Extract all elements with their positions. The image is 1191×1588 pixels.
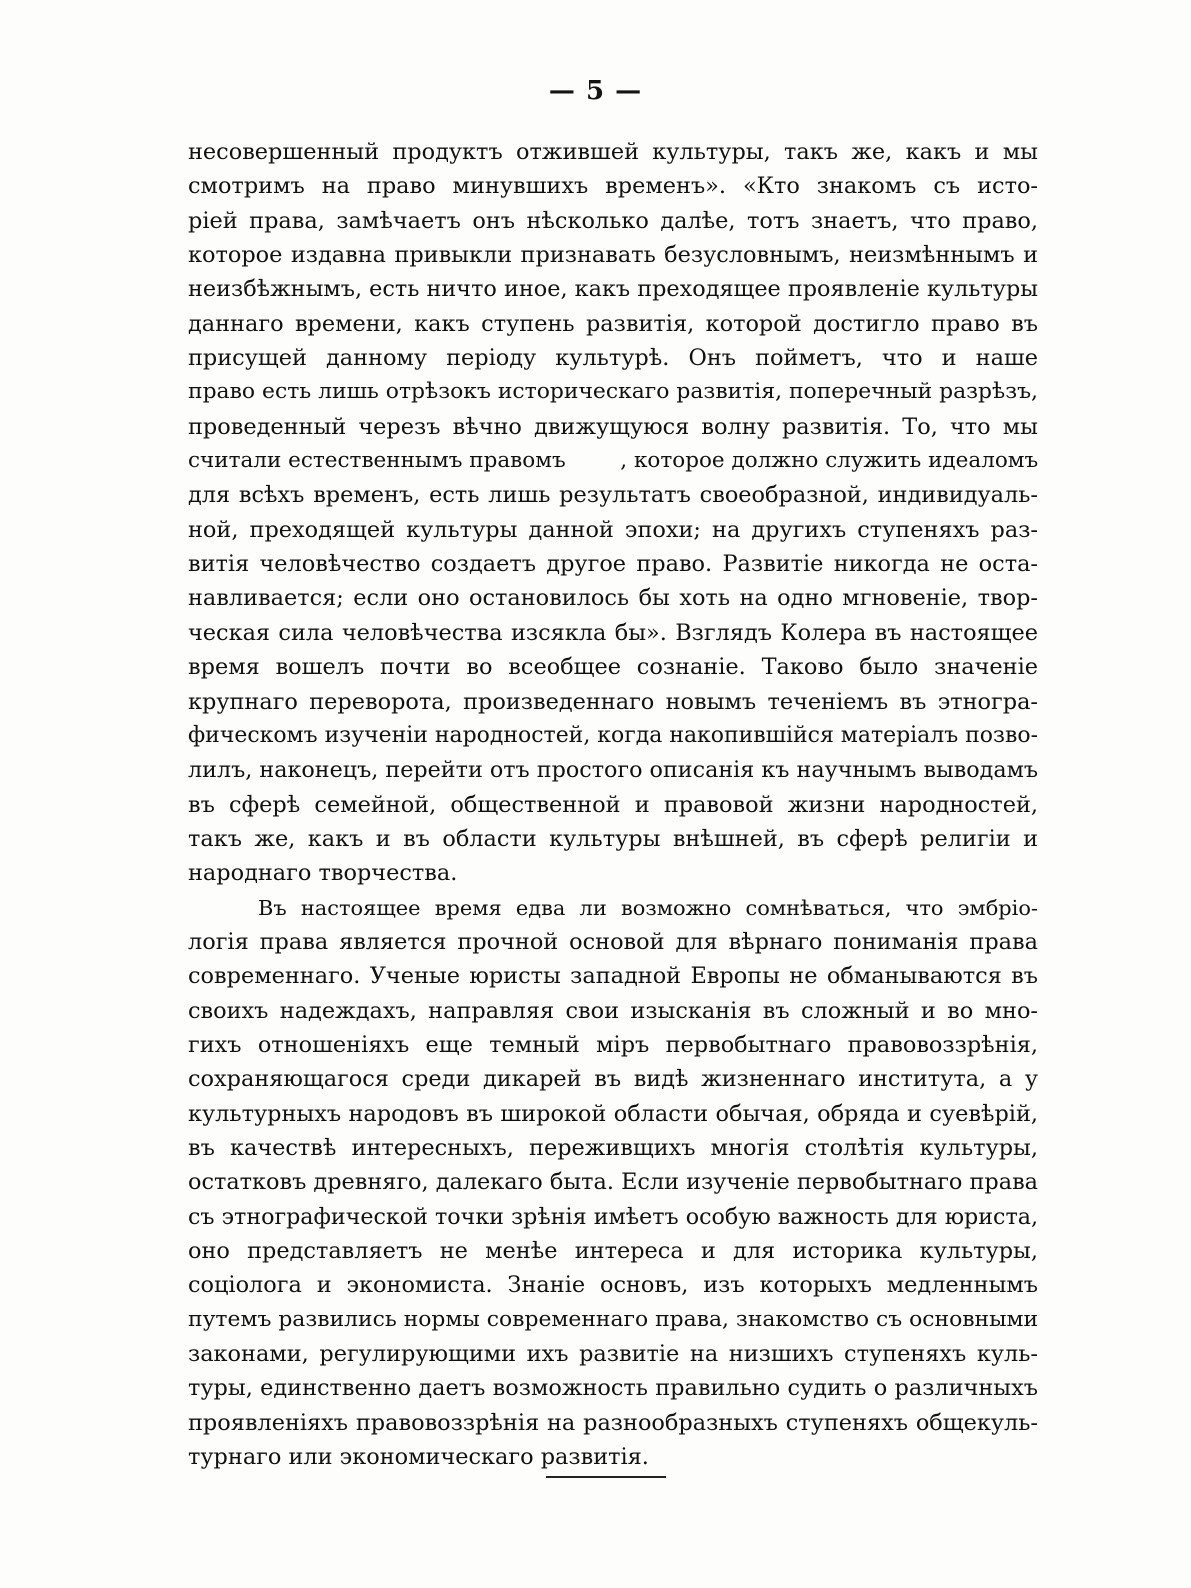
paragraph-1 <box>188 135 1038 891</box>
text-line: неизбѣжнымъ, есть ничто иное, какъ преходящее проявленіе культуры <box>188 276 1039 303</box>
text-line: своихъ надеждахъ, направляя свои изысканія въ сложный и во мно- <box>188 997 1038 1024</box>
text-line: даннаго времени, какъ ступень развитія, которой достигло право въ <box>188 310 1038 337</box>
body-text <box>188 135 1038 1474</box>
text-line: время вошелъ почти во всеобщее сознаніе. Таково было значеніе <box>188 654 1038 681</box>
text-line: съ этнографической точки зрѣнія имѣетъ особую важность для юриста, <box>188 1203 1038 1230</box>
text-line: проявленіяхъ правовоззрѣнія на разнообразныхъ ступеняхъ общекуль- <box>188 1409 1038 1436</box>
text-line: несовершенный продуктъ отжившей культуры, такъ же, какъ и мы <box>188 139 1038 165</box>
text-line: законами, регулирующими ихъ развитіе на низшихъ ступеняхъ куль- <box>188 1341 1038 1368</box>
text-line: ной, преходящей культуры данной эпохи; на другихъ ступеняхъ раз- <box>188 516 1038 543</box>
paragraph-2 <box>188 891 1038 1475</box>
text-line: лилъ, наконецъ, перейти отъ простого описанія къ научнымъ выводамъ <box>188 757 1039 784</box>
text-line: турнаго или экономическаго развитія. <box>188 1444 649 1471</box>
text-line: Въ настоящее время едва ли возможно сомнѣваться, что эмбріо- <box>258 895 1038 920</box>
text-line: крупнаго переворота, произведеннаго новымъ теченіемъ въ этногра- <box>188 688 1038 715</box>
text-line: туры, единственно даетъ возможность правильно судить о различныхъ <box>188 1375 1038 1402</box>
text-line: въ качествѣ интересныхъ, переживщихъ многія столѣтія культуры, <box>188 1134 1038 1161</box>
end-rule-divider <box>546 1476 666 1478</box>
text-line: считали естественнымъ правомъ , которое должно служить идеаломъ <box>188 448 1039 474</box>
text-line: культурныхъ народовъ въ широкой области обычая, обряда и суевѣрій, <box>188 1100 1038 1127</box>
text-line: народнаго творчества. <box>188 860 458 887</box>
text-line: проведенный черезъ вѣчно движущуюся волну развитія. То, что мы <box>188 413 1038 440</box>
text-line: смотримъ на право минувшихъ временъ». «Кто знакомъ съ исто- <box>188 173 1038 200</box>
text-line: оно представляетъ не менѣе интереса и для историка культуры, <box>188 1238 1038 1264</box>
text-line: такъ же, какъ и въ области культуры внѣшней, въ сферѣ религіи и <box>188 825 1038 852</box>
text-line: соціолога и экономиста. Знаніе основъ, изъ которыхъ медленнымъ <box>188 1272 1038 1299</box>
text-line: присущей данному періоду культурѣ. Онъ пойметъ, что и наше <box>188 345 1038 372</box>
text-line: современнаго. Ученые юристы западной Европы не обманываются въ <box>188 963 1038 990</box>
text-line: навливается; если оно остановилось бы хоть на одно мгновеніе, твор- <box>188 585 1038 612</box>
text-line: въ сферѣ семейной, общественной и правовой жизни народностей, <box>188 791 1038 818</box>
text-line: ріей права, замѣчаетъ онъ нѣсколько далѣе, тотъ знаетъ, что право, <box>188 207 1038 234</box>
text-line: для всѣхъ временъ, есть лишь результатъ своеобразной, индивидуаль- <box>188 482 1038 509</box>
text-line: сохраняющагося среди дикарей въ видѣ жизненнаго института, а у <box>188 1066 1038 1093</box>
text-line: которое издавна привыкли признавать безусловнымъ, неизмѣннымъ и <box>188 242 1038 269</box>
page-number: — 5 — <box>548 76 643 106</box>
text-line: право есть лишь отрѣзокъ историческаго развитія, поперечный разрѣзъ, <box>188 379 1038 405</box>
text-line: ческая сила человѣчества изсякла бы». Взглядъ Колера въ настоящее <box>188 619 1038 646</box>
text-line: фическомъ изученіи народностей, когда накопившійся матеріалъ позво- <box>188 722 1038 748</box>
text-line: логія права является прочной основой для вѣрнаго пониманія права <box>188 928 1038 955</box>
text-line: путемъ развились нормы современнаго права, знакомство съ основными <box>188 1306 1039 1332</box>
text-line: гихъ отношеніяхъ еще темный міръ первобытнаго правовоззрѣнія, <box>188 1031 1038 1058</box>
text-line: остатковъ древняго, далекаго быта. Если изученіе первобытнаго права <box>188 1169 1038 1196</box>
text-line: витія человѣчество создаетъ другое право. Развитіе никогда не оста- <box>188 551 1038 578</box>
